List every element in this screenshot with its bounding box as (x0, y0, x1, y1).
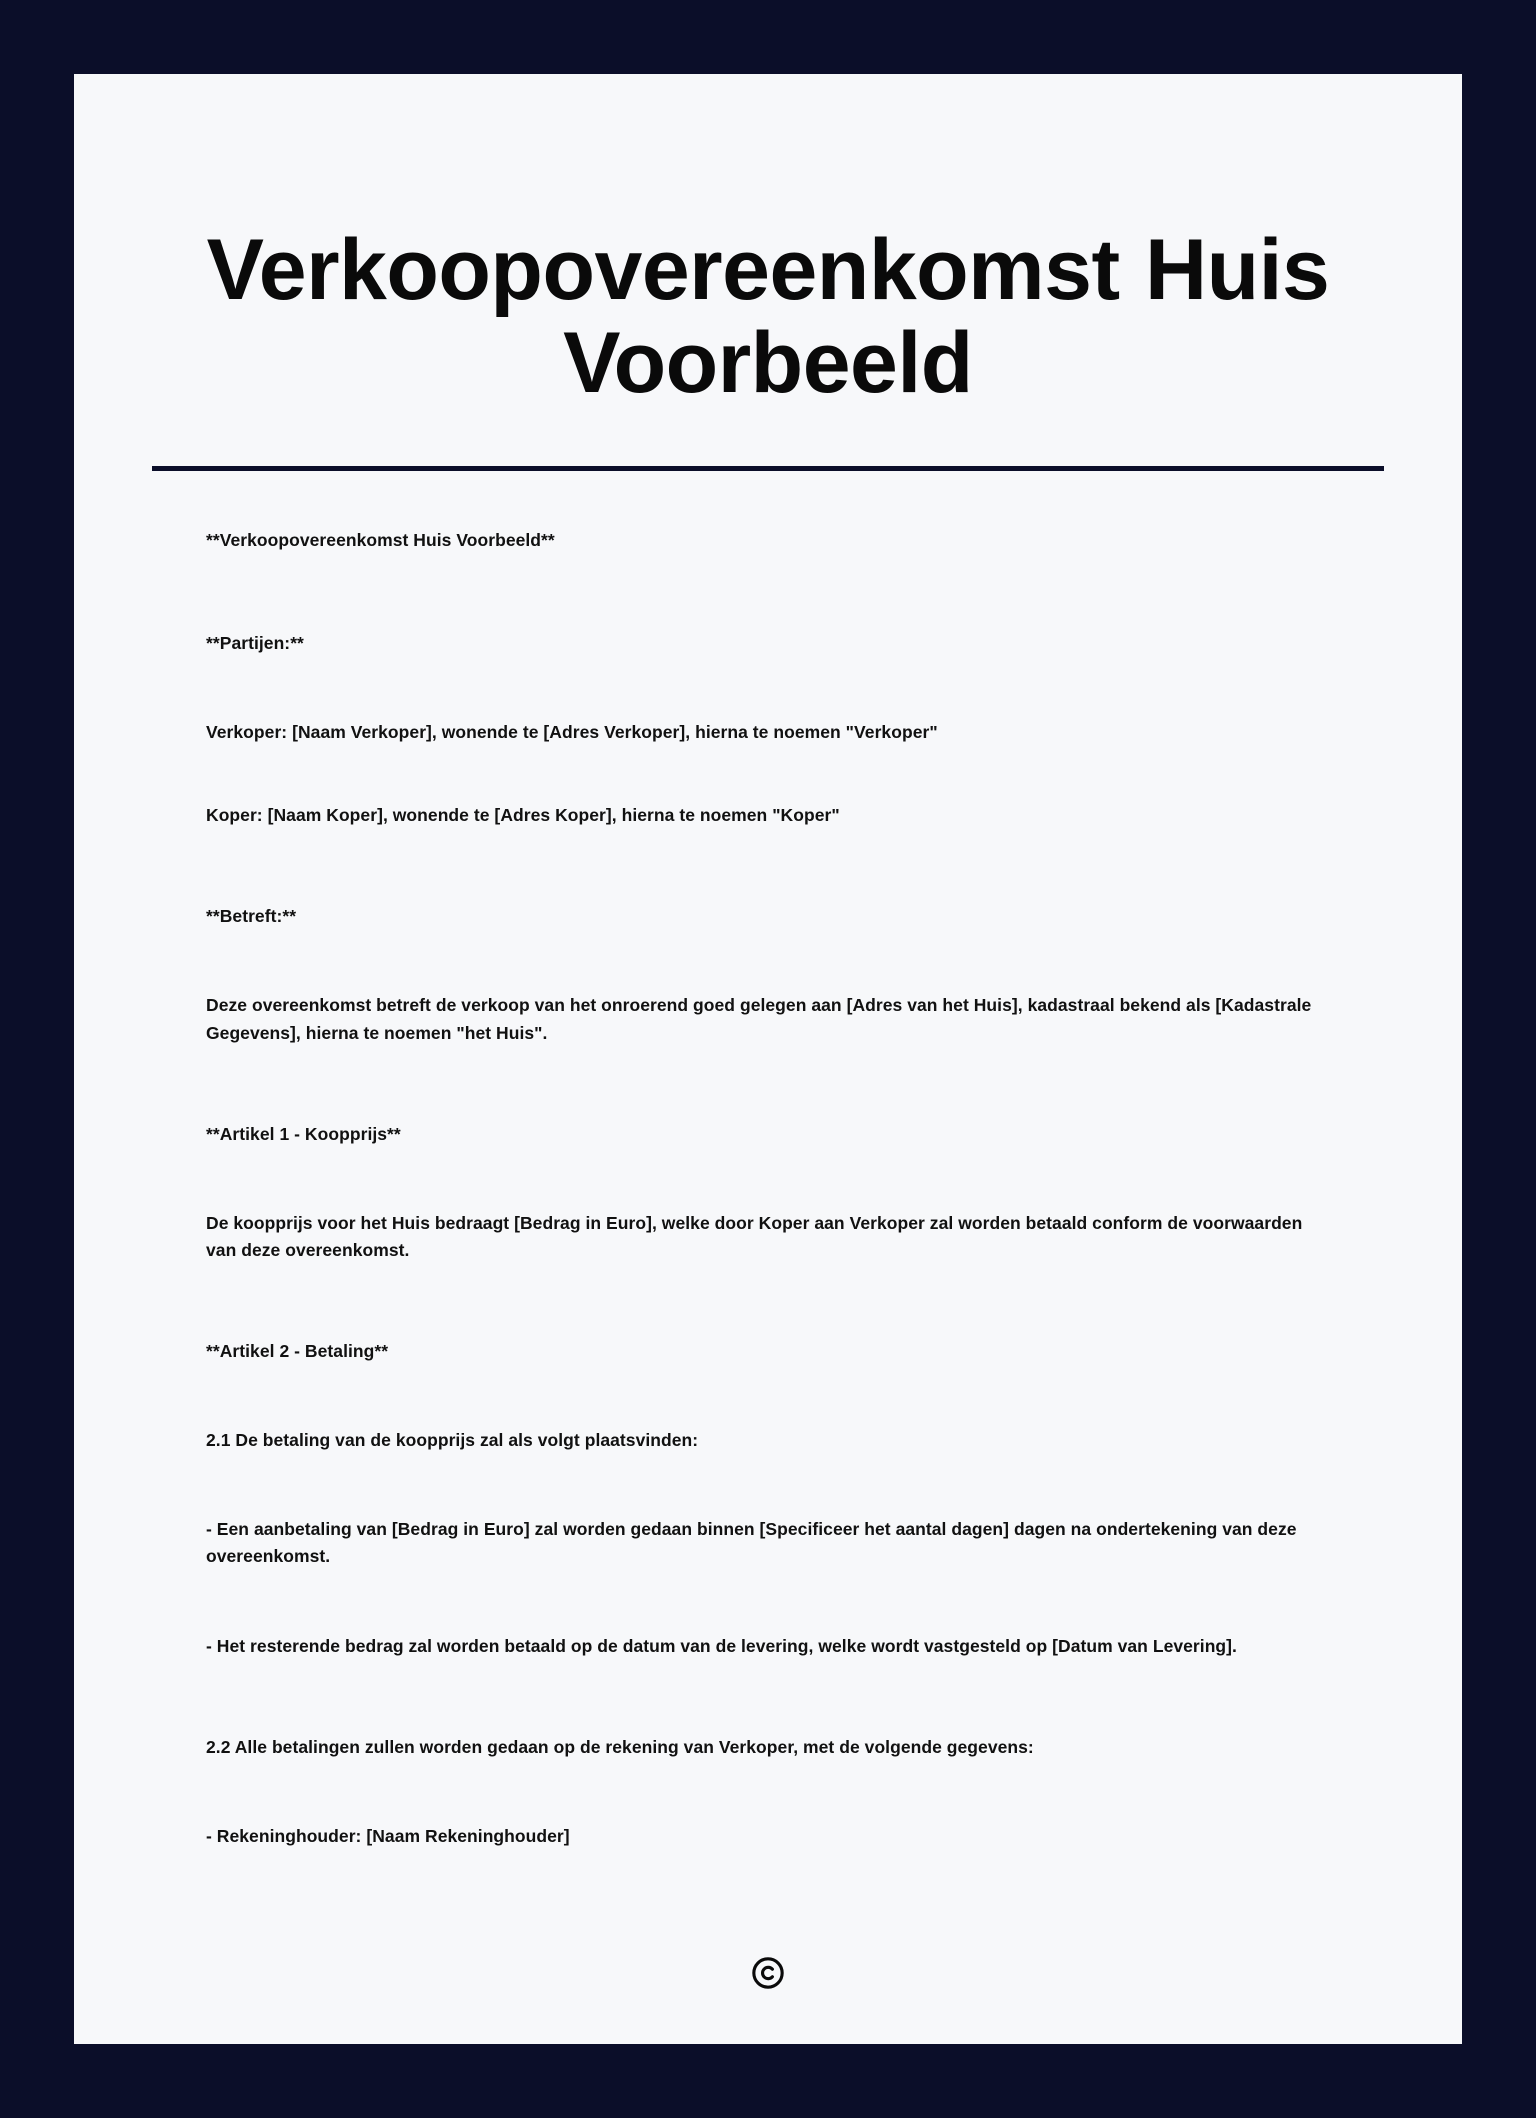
clause-2-2: 2.2 Alle betalingen zullen worden gedaan op de rekening van Verkoper, met de volgende gegevens: (206, 1736, 1034, 1757)
bullet-aanbetaling: - Een aanbetaling van [Bedrag in Euro] zal worden gedaan binnen [Specificeer het aantal dagen] dagen na ondertekening van deze overeenkomst. (206, 1519, 1297, 1567)
artikel-1-body: De koopprijs voor het Huis bedraagt [Bedrag in Euro], welke door Koper aan Verkoper zal worden betaald conform de voorwaarden van deze overeenkomst. (206, 1212, 1303, 1260)
document-footer (74, 1946, 1462, 2044)
copyright-icon (751, 1956, 785, 1990)
verkoper-line: Verkoper: [Naam Verkoper], wonende te [Adres Verkoper], hierna te noemen "Verkoper" (206, 722, 938, 742)
clause-2-1: 2.1 De betaling van de koopprijs zal als volgt plaatsvinden: (206, 1430, 699, 1451)
document-body (74, 471, 1462, 1946)
partijen-heading: **Partijen:** (206, 632, 304, 653)
betreft-body: Deze overeenkomst betreft de verkoop van het onroerend goed gelegen aan [Adres van het Huis], kadastraal bekend als [Kadastrale Gegevens], hierna te noemen "het Huis". (206, 995, 1312, 1043)
betreft-heading: **Betreft:** (206, 906, 297, 927)
bullet-restbedrag: - Het resterende bedrag zal worden betaald op de datum van de levering, welke wordt vastgesteld op [Datum van Levering]. (206, 1635, 1237, 1656)
page-title: Verkoopovereenkomst Huis Voorbeeld (206, 222, 1330, 411)
koper-line: Koper: [Naam Koper], wonende te [Adres Koper], hierna te noemen "Koper" (206, 805, 840, 826)
doc-heading: **Verkoopovereenkomst Huis Voorbeeld** (206, 529, 555, 550)
artikel-2-heading: **Artikel 2 - Betaling** (206, 1341, 389, 1361)
title-block (74, 74, 1462, 471)
document-card (74, 74, 1462, 2044)
bullet-rekeninghouder: - Rekeninghouder: [Naam Rekeninghouder] (206, 1825, 570, 1846)
artikel-1-heading: **Artikel 1 - Koopprijs** (206, 1123, 401, 1144)
